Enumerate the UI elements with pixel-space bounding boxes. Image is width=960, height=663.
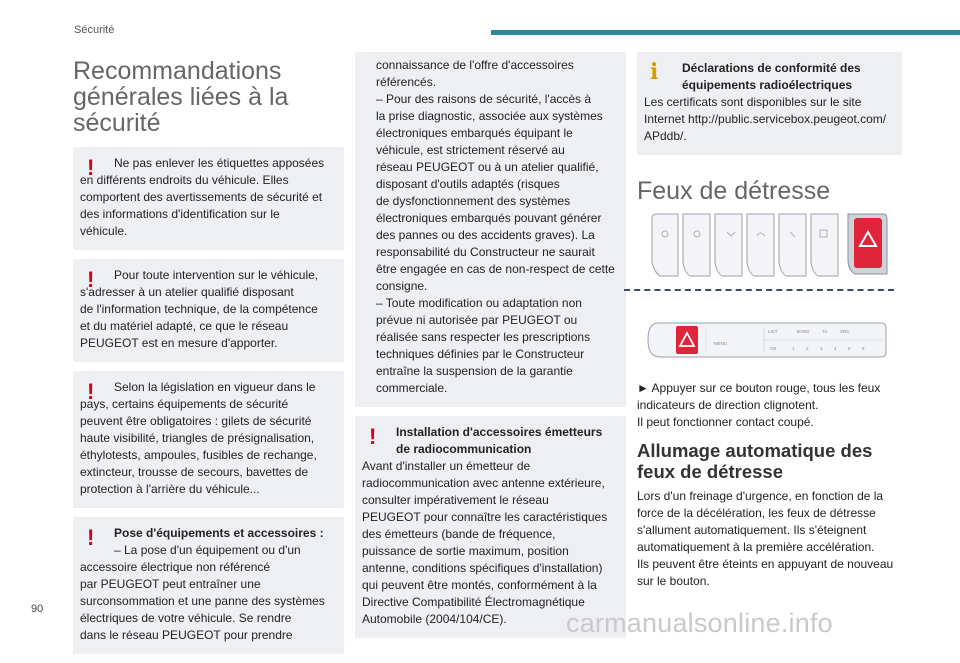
auto-hazard-paragraph: Lors d'un freinage d'urgence, en fonction de la force de la décélération, les feux de détresse s'allument automatiquement. Ils s'éteignent automatiquement à la première accélération. Ils peuvent être éteints en appuyant de nouveau sur le bouton.	[637, 489, 894, 588]
hazard-button-strip[interactable]	[676, 326, 698, 354]
control-strip-illustration	[646, 320, 888, 360]
info-box-conformity	[637, 52, 902, 155]
info-text: Les certificats sont disponibles sur le site Internet http://public.servicebox.peugeot.com/ APddb/.	[644, 95, 887, 143]
column-1	[73, 58, 344, 663]
warning-box-workshop	[73, 259, 344, 362]
column-2	[355, 52, 626, 647]
warning-box-legislation	[73, 371, 344, 508]
warning-box-accessories	[73, 517, 344, 654]
warning-icon: !	[369, 424, 377, 449]
warning-text-first-line: Selon la législation en vigueur dans le	[114, 380, 316, 394]
strip-label-5: 5	[848, 346, 851, 351]
console-button	[715, 214, 742, 276]
warning-box-radio	[355, 416, 626, 638]
console-button	[811, 214, 838, 276]
strip-label-1: 1	[792, 346, 795, 351]
strip-label-4: 4	[834, 346, 837, 351]
info-title: Déclarations de conformité des équipements radioélectriques	[682, 61, 861, 92]
strip-label-6: 6	[862, 346, 865, 351]
console-button	[683, 214, 710, 276]
warning-icon: !	[87, 379, 95, 404]
warning-text-first-line: Ne pas enlever les étiquettes apposées	[114, 156, 325, 170]
watermark: carmanualsonline.info	[566, 608, 833, 638]
warning-box-continued	[355, 52, 626, 407]
strip-label-2: 2	[806, 346, 809, 351]
strip-label-ta: TA	[822, 329, 828, 334]
strip-label-ok: OK	[770, 346, 777, 351]
warning-text: pays, certains équipements de sécurité peuvent être obligatoires : gilets de sécurité haute visibilité, triangles de présignalisation, éthylotests, ampoules, fusibles de rechange, extincteur, trousse de secours, bavettes de protection à l'arrière du véhicule...	[80, 397, 317, 496]
strip-label-3: 3	[820, 346, 823, 351]
instruction-text: ► Appuyer sur ce bouton rouge, tous les feux indicateurs de direction clignotent. Il peut fonctionner contact coupé.	[637, 381, 881, 429]
subheading-auto-hazard: Allumage automatique des feux de détresse	[637, 440, 873, 482]
warning-title: Pose d'équipements et accessoires :	[114, 526, 324, 540]
column-3	[637, 52, 902, 205]
section-title: Recommandations générales liées à la sécurité	[73, 57, 289, 137]
warning-icon: !	[87, 525, 95, 550]
console-button	[779, 214, 806, 276]
warning-title: Installation d'accessoires émetteurs de radiocommunication	[396, 425, 603, 456]
console-button	[652, 214, 678, 276]
strip-label-menu: MENU	[714, 341, 728, 346]
warning-box-labels	[73, 147, 344, 250]
warning-icon: !	[87, 155, 95, 180]
warning-icon: !	[87, 267, 95, 292]
section-title-hazard: Feux de détresse	[637, 177, 831, 205]
hazard-text-block	[637, 380, 905, 590]
warning-text: en différents endroits du véhicule. Elles comportent des avertissements de sécurité et des informations d'identification sur le véhicule.	[80, 173, 323, 238]
info-icon: i	[650, 59, 659, 85]
hazard-button[interactable]	[854, 218, 882, 268]
warning-text-first-line: Pour toute intervention sur le véhicule,	[114, 268, 319, 282]
running-header: Sécurité	[74, 24, 115, 36]
warning-text: – La pose d'un équipement ou d'un accessoire électrique non référencé par PEUGEOT peut entraîner une surconsommation et une panne des systèmes électriques de votre véhicule. Se rendre dans le réseau PEUGEOT pour prendre	[80, 543, 325, 642]
strip-label-list: LIST	[768, 329, 778, 334]
strip-label-src: SRC	[840, 329, 850, 334]
strip-label-band: BAND	[797, 329, 810, 334]
continued-text: connaissance de l'offre d'accessoires référencés. – Pour des raisons de sécurité, l'accès à la prise diagnostic, associée aux systèmes électroniques embarqués équipant le véhicule, est strictement réservé au réseau PEUGEOT ou à un atelier qualifié, disposant d'outils adaptés (risques de dysfonctionnement des systèmes électroniques embarqués pouvant générer des pannes ou des accidents graves). La responsabilité du Constructeur ne saurait être engagée en cas de non-respect de cette consigne. – Toute modification ou adaptation non prévue ni autorisée par PEUGEOT ou réalisée sans respecter les prescriptions techniques définies par le Constructeur entraîne la suspension de la garantie commerciale.	[376, 58, 615, 395]
console-buttons-illustration	[650, 212, 890, 278]
header-accent-bar	[491, 30, 960, 35]
warning-text: Avant d'installer un émetteur de radiocommunication avec antenne extérieure, consulter impérativement le réseau PEUGEOT pour connaître les caractéristiques des émetteurs (bande de fréquence, puissance de sortie maximum, position antenne, conditions spécifiques d'installation) qui peuvent être montés, conformément à la Directive Compatibilité Électromagnétique Automobile (2004/104/CE).	[362, 459, 608, 626]
figure-divider	[624, 289, 894, 291]
warning-text: s'adresser à un atelier qualifié disposant de l'information technique, de la compétence et du matériel adapté, ce que le réseau PEUGEOT est en mesure d'apporter.	[80, 285, 318, 350]
console-button	[747, 214, 774, 276]
page-number: 90	[31, 603, 44, 615]
